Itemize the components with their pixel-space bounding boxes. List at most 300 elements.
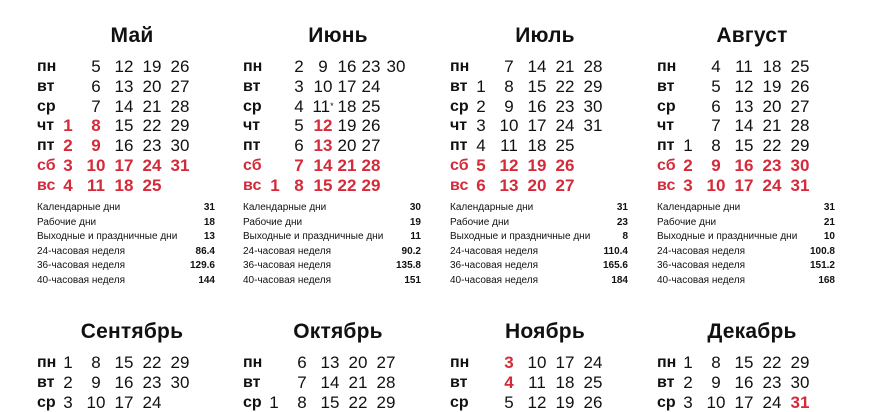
day-number-text: 22 — [762, 136, 782, 156]
day-number-text: 3 — [63, 155, 73, 175]
stat-label: Выходные и праздничные дни — [657, 231, 798, 242]
day-number — [139, 136, 165, 155]
day-number-text: 28 — [361, 155, 381, 175]
day-number — [524, 373, 550, 392]
day-number — [286, 116, 312, 135]
day-number — [496, 353, 522, 372]
day-number-text: 25 — [555, 136, 575, 156]
day-number-text: 13 — [734, 96, 754, 116]
day-number-text: 24 — [762, 175, 782, 195]
day-number — [139, 116, 165, 135]
day-number — [524, 156, 550, 175]
day-number — [334, 57, 360, 76]
stat-row — [657, 201, 835, 216]
month-title: Декабрь — [707, 320, 797, 343]
day-number — [552, 156, 578, 175]
day-number — [310, 116, 336, 135]
stat-label: 24-часовая неделя — [37, 245, 126, 257]
day-number-text: 14 — [114, 96, 134, 116]
day-number — [552, 176, 578, 195]
day-number-text: 8 — [711, 136, 721, 156]
day-number-text: 15 — [527, 76, 547, 96]
weekday-label: ср — [243, 393, 262, 411]
day-number — [334, 77, 360, 96]
day-number-text: 10 — [527, 353, 547, 372]
day-number-text: 13 — [313, 136, 333, 156]
day-number — [334, 97, 360, 116]
day-number-text: 9 — [711, 155, 721, 175]
day-number-text: 21 — [142, 96, 162, 116]
weekday-label: сб — [657, 156, 676, 174]
day-number-text: 25 — [583, 372, 603, 392]
day-number — [552, 136, 578, 155]
stat-label: 36-часовая неделя — [657, 260, 746, 271]
weekday-label: пт — [243, 137, 261, 155]
day-number — [83, 373, 109, 392]
day-number — [286, 156, 312, 175]
day-number — [111, 156, 137, 175]
day-number-text: 16 — [734, 155, 754, 175]
day-number — [703, 373, 729, 392]
day-number-text: 25 — [142, 175, 162, 195]
day-number — [111, 176, 137, 195]
stat-value: 165.6 — [602, 260, 628, 271]
day-number — [310, 156, 336, 175]
weekday-label: сб — [37, 156, 56, 174]
day-number-text: 3 — [476, 116, 486, 136]
day-number-text: 14 — [527, 57, 547, 76]
month-title: Октябрь — [293, 320, 383, 343]
weekday-label: вт — [450, 77, 468, 95]
day-number — [524, 77, 550, 96]
day-number — [83, 156, 109, 175]
day-number-text: 5 — [294, 116, 304, 136]
day-number — [334, 116, 360, 135]
day-number — [83, 77, 109, 96]
stat-value: 31 — [203, 202, 215, 213]
weekday-label: вт — [37, 373, 55, 391]
day-number-text: 23 — [555, 96, 575, 116]
stat-value: 10 — [823, 231, 835, 242]
day-number — [496, 373, 522, 392]
day-number — [524, 176, 550, 195]
day-number — [675, 156, 701, 175]
day-number — [759, 116, 785, 135]
day-number — [496, 156, 522, 175]
day-number — [552, 57, 578, 76]
day-number — [334, 156, 360, 175]
weekday-label: пн — [450, 354, 470, 371]
day-number — [703, 176, 729, 195]
day-number — [358, 136, 384, 155]
day-number — [55, 176, 81, 195]
day-number-text: 7 — [711, 116, 721, 136]
day-number — [83, 136, 109, 155]
day-number — [167, 97, 193, 116]
day-number — [759, 136, 785, 155]
stat-value: 168 — [818, 274, 835, 286]
stat-value: 144 — [198, 274, 215, 286]
day-number-text: 19 — [337, 116, 357, 136]
month-stats — [450, 201, 628, 288]
stat-row — [37, 201, 215, 216]
weekday-label: ср — [657, 393, 676, 411]
day-number-text: 23 — [142, 372, 162, 392]
weekday-label: сб — [243, 156, 262, 174]
day-number-text: 16 — [114, 136, 134, 156]
stat-value: 18 — [203, 216, 215, 228]
day-number-text: 8 — [504, 76, 514, 96]
day-number — [83, 393, 109, 412]
day-number-text: 3 — [683, 175, 693, 195]
day-number — [262, 176, 288, 195]
day-number-text: 6 — [476, 175, 486, 195]
day-number-text: 1 — [269, 392, 279, 412]
day-number — [373, 353, 399, 372]
day-number — [703, 156, 729, 175]
day-number — [167, 373, 193, 392]
day-number — [373, 373, 399, 392]
day-number — [580, 97, 606, 116]
day-number — [731, 97, 757, 116]
day-number — [83, 57, 109, 76]
month-title: Ноябрь — [505, 320, 585, 343]
weekday-label: пн — [37, 354, 57, 371]
stat-row — [37, 216, 215, 231]
stat-label: 24-часовая неделя — [243, 245, 332, 257]
stat-value: 86.4 — [195, 245, 215, 257]
day-number-text: 15 — [114, 116, 134, 136]
day-number-text: 15 — [320, 392, 340, 412]
day-number-text: 17 — [114, 392, 134, 412]
day-number — [703, 136, 729, 155]
stat-row — [450, 274, 628, 289]
day-number — [524, 116, 550, 135]
day-number — [703, 353, 729, 372]
day-number-text: 18 — [114, 175, 134, 195]
day-number-text: 1 — [683, 353, 693, 372]
day-number-text: 3 — [504, 353, 514, 372]
weekday-label: ср — [37, 97, 56, 115]
day-number-text: 22 — [555, 76, 575, 96]
stat-value: 31 — [616, 202, 628, 213]
day-number-text: 24 — [142, 155, 162, 175]
stat-label: Рабочие дни — [37, 216, 97, 228]
day-number-text: 16 — [734, 372, 754, 392]
month-title: Июнь — [308, 24, 368, 47]
day-number-text: 27 — [361, 136, 381, 156]
day-number-text: 22 — [142, 116, 162, 136]
day-number-text: 14 — [320, 372, 340, 392]
day-number-text: 26 — [361, 116, 381, 136]
day-number — [334, 136, 360, 155]
day-number-text: 7 — [297, 372, 307, 392]
day-number — [358, 57, 384, 76]
day-number — [468, 156, 494, 175]
day-number-text: 9 — [91, 136, 101, 156]
day-number-text: 17 — [527, 116, 547, 136]
day-number-text: 31 — [170, 155, 190, 175]
day-number — [286, 77, 312, 96]
day-number-text: 12 — [114, 57, 134, 76]
stat-row — [37, 230, 215, 245]
day-number-text: 28 — [376, 372, 396, 392]
day-number — [261, 393, 287, 412]
day-number-text: 16 — [114, 372, 134, 392]
month-stats — [243, 201, 421, 288]
day-number-text: 1 — [683, 136, 693, 156]
day-number-text: 12 — [499, 155, 519, 175]
day-number — [289, 393, 315, 412]
day-number — [139, 77, 165, 96]
day-number — [345, 393, 371, 412]
weekday-label: вт — [37, 77, 55, 95]
day-number — [731, 156, 757, 175]
day-number — [468, 176, 494, 195]
day-number-text: 8 — [91, 353, 101, 372]
day-number-text: 10 — [86, 155, 106, 175]
day-number — [496, 77, 522, 96]
day-number — [310, 176, 336, 195]
stat-row — [37, 259, 215, 274]
stat-value: 19 — [409, 216, 421, 228]
stat-label: Календарные дни — [37, 202, 121, 213]
day-number-text: 27 — [170, 76, 190, 96]
weekday-label: чт — [450, 117, 468, 135]
stat-label: Выходные и праздничные дни — [243, 231, 384, 242]
day-number — [289, 353, 315, 372]
weekday-label: сб — [450, 156, 469, 174]
stat-value: 31 — [823, 202, 835, 213]
day-number — [358, 97, 384, 116]
day-number — [552, 373, 578, 392]
day-number — [345, 373, 371, 392]
day-number — [787, 353, 813, 372]
day-number — [731, 176, 757, 195]
day-number — [358, 156, 384, 175]
day-number — [759, 156, 785, 175]
day-number — [731, 57, 757, 76]
day-number-text: 4 — [711, 57, 721, 76]
stat-row — [450, 245, 628, 260]
day-number-text: 28 — [170, 96, 190, 116]
weekday-label: вт — [243, 373, 261, 391]
day-number — [310, 136, 336, 155]
day-number-text: 1 — [63, 353, 73, 372]
month-stats — [37, 201, 215, 288]
day-number — [289, 373, 315, 392]
day-number — [358, 116, 384, 135]
day-number-text: 23 — [361, 57, 381, 76]
day-number-text: 12 — [313, 116, 333, 136]
day-number-text: 10 — [706, 175, 726, 195]
day-number-text: 29 — [170, 116, 190, 136]
day-number — [496, 393, 522, 412]
stat-row — [243, 201, 421, 216]
day-number-text: 11 — [528, 372, 546, 392]
day-number-text: 26 — [170, 57, 190, 76]
day-number — [55, 353, 81, 372]
day-number-text: 20 — [337, 136, 357, 156]
day-number — [787, 116, 813, 135]
weekday-label: ср — [450, 393, 469, 411]
stat-row — [243, 230, 421, 245]
stat-label: Выходные и праздничные дни — [37, 231, 178, 242]
stat-row — [450, 259, 628, 274]
day-number-text: 2 — [63, 372, 73, 392]
stat-value: 90.2 — [401, 245, 421, 257]
day-number — [83, 353, 109, 372]
day-number — [580, 373, 606, 392]
day-number-text: 13 — [499, 175, 519, 195]
day-number-text: 17 — [337, 76, 357, 96]
day-number-text: 6 — [294, 136, 304, 156]
day-number — [675, 176, 701, 195]
stat-row — [450, 230, 628, 245]
day-number-text: 16 — [337, 57, 357, 76]
day-number — [55, 156, 81, 175]
day-number — [310, 57, 336, 76]
day-number-text: 18 — [762, 57, 782, 76]
day-number — [552, 353, 578, 372]
day-number-text: 21 — [337, 155, 357, 175]
day-number-text: 15 — [734, 136, 754, 156]
day-number-text: 3 — [683, 392, 693, 412]
stat-value: 151 — [404, 274, 421, 286]
stat-label: Выходные и праздничные дни — [450, 231, 591, 242]
weekday-label: вс — [243, 176, 262, 194]
stat-label: 40-часовая неделя — [37, 274, 126, 286]
day-number-text: 22 — [348, 392, 368, 412]
stat-label: 24-часовая неделя — [450, 245, 539, 257]
day-number-text: 23 — [762, 372, 782, 392]
day-number — [703, 57, 729, 76]
day-number — [703, 77, 729, 96]
day-number-text: 1 — [476, 76, 486, 96]
day-number — [83, 97, 109, 116]
stat-label: 40-часовая неделя — [450, 274, 539, 286]
day-number — [111, 353, 137, 372]
day-number — [167, 77, 193, 96]
day-number — [787, 176, 813, 195]
day-number — [468, 77, 494, 96]
day-number-text: 17 — [734, 175, 754, 195]
weekday-label: ср — [450, 97, 469, 115]
day-number-text: 20 — [348, 353, 368, 372]
weekday-label: ср — [657, 97, 676, 115]
day-number-text: 6 — [297, 353, 307, 372]
stat-row — [657, 245, 835, 260]
day-number-text: 9 — [91, 372, 101, 392]
stat-row — [657, 230, 835, 245]
day-number — [139, 156, 165, 175]
day-number-text: 1 — [270, 175, 280, 195]
day-number — [759, 353, 785, 372]
stat-row — [243, 245, 421, 260]
day-number — [552, 393, 578, 412]
stat-value: 8 — [622, 231, 628, 242]
day-number — [552, 97, 578, 116]
day-number-text: 2 — [63, 136, 73, 156]
weekday-label: пт — [37, 137, 55, 155]
weekday-label: пт — [657, 137, 675, 155]
stat-label: Календарные дни — [243, 202, 327, 213]
day-number — [759, 97, 785, 116]
stat-value: 23 — [616, 216, 628, 228]
day-number-text: 23 — [762, 155, 782, 175]
day-number — [111, 116, 137, 135]
stat-value: 11 — [410, 231, 421, 242]
day-number-text: 7 — [91, 96, 101, 116]
day-number — [139, 57, 165, 76]
day-number-text: 29 — [790, 136, 810, 156]
day-number — [731, 373, 757, 392]
day-number-text: 13 — [114, 76, 134, 96]
day-number — [468, 116, 494, 135]
day-number — [55, 136, 81, 155]
stat-label: 24-часовая неделя — [657, 245, 746, 257]
stat-label: 40-часовая неделя — [243, 274, 332, 286]
weekday-label: чт — [243, 117, 261, 135]
day-number-text: 15 — [734, 353, 754, 372]
day-number-text: 11 — [500, 136, 518, 156]
day-number — [496, 136, 522, 155]
weekday-label: вт — [657, 373, 675, 391]
day-number-text: 23 — [142, 136, 162, 156]
day-number-text: 5 — [476, 155, 486, 175]
day-number — [787, 136, 813, 155]
day-number-text: 20 — [762, 96, 782, 116]
day-number-text: 29 — [376, 392, 396, 412]
day-number — [468, 97, 494, 116]
day-number-text: 11 — [735, 57, 753, 76]
day-number-text: 15 — [313, 175, 333, 195]
day-number — [703, 116, 729, 135]
day-number — [787, 373, 813, 392]
day-number — [55, 373, 81, 392]
day-number-text: 18 — [527, 136, 547, 156]
day-number-text: 22 — [337, 175, 357, 195]
day-number — [167, 57, 193, 76]
day-number — [496, 57, 522, 76]
stat-value: 129.6 — [189, 260, 215, 271]
day-number — [167, 353, 193, 372]
day-number — [334, 176, 360, 195]
day-number-text: 19 — [762, 76, 782, 96]
day-number — [580, 353, 606, 372]
day-number-text: 19 — [527, 155, 547, 175]
day-number — [317, 393, 343, 412]
stat-label: 36-часовая неделя — [243, 260, 332, 271]
day-number — [703, 97, 729, 116]
day-number-text: 31 — [790, 175, 810, 195]
stat-row — [243, 216, 421, 231]
stat-label: 40-часовая неделя — [657, 274, 746, 286]
month-title: Июль — [515, 24, 575, 47]
day-number-text: 3 — [294, 76, 304, 96]
day-number-text: 17 — [734, 392, 754, 412]
day-number — [552, 116, 578, 135]
day-number — [55, 116, 81, 135]
day-number — [286, 136, 312, 155]
day-number-text: 8 — [711, 353, 721, 372]
day-number — [317, 353, 343, 372]
weekday-label: чт — [37, 117, 55, 135]
day-number-text: 12 — [734, 76, 754, 96]
day-number-text: 9 — [504, 96, 514, 116]
day-number-text: 4 — [504, 372, 514, 392]
day-number-text: 14 — [734, 116, 754, 136]
